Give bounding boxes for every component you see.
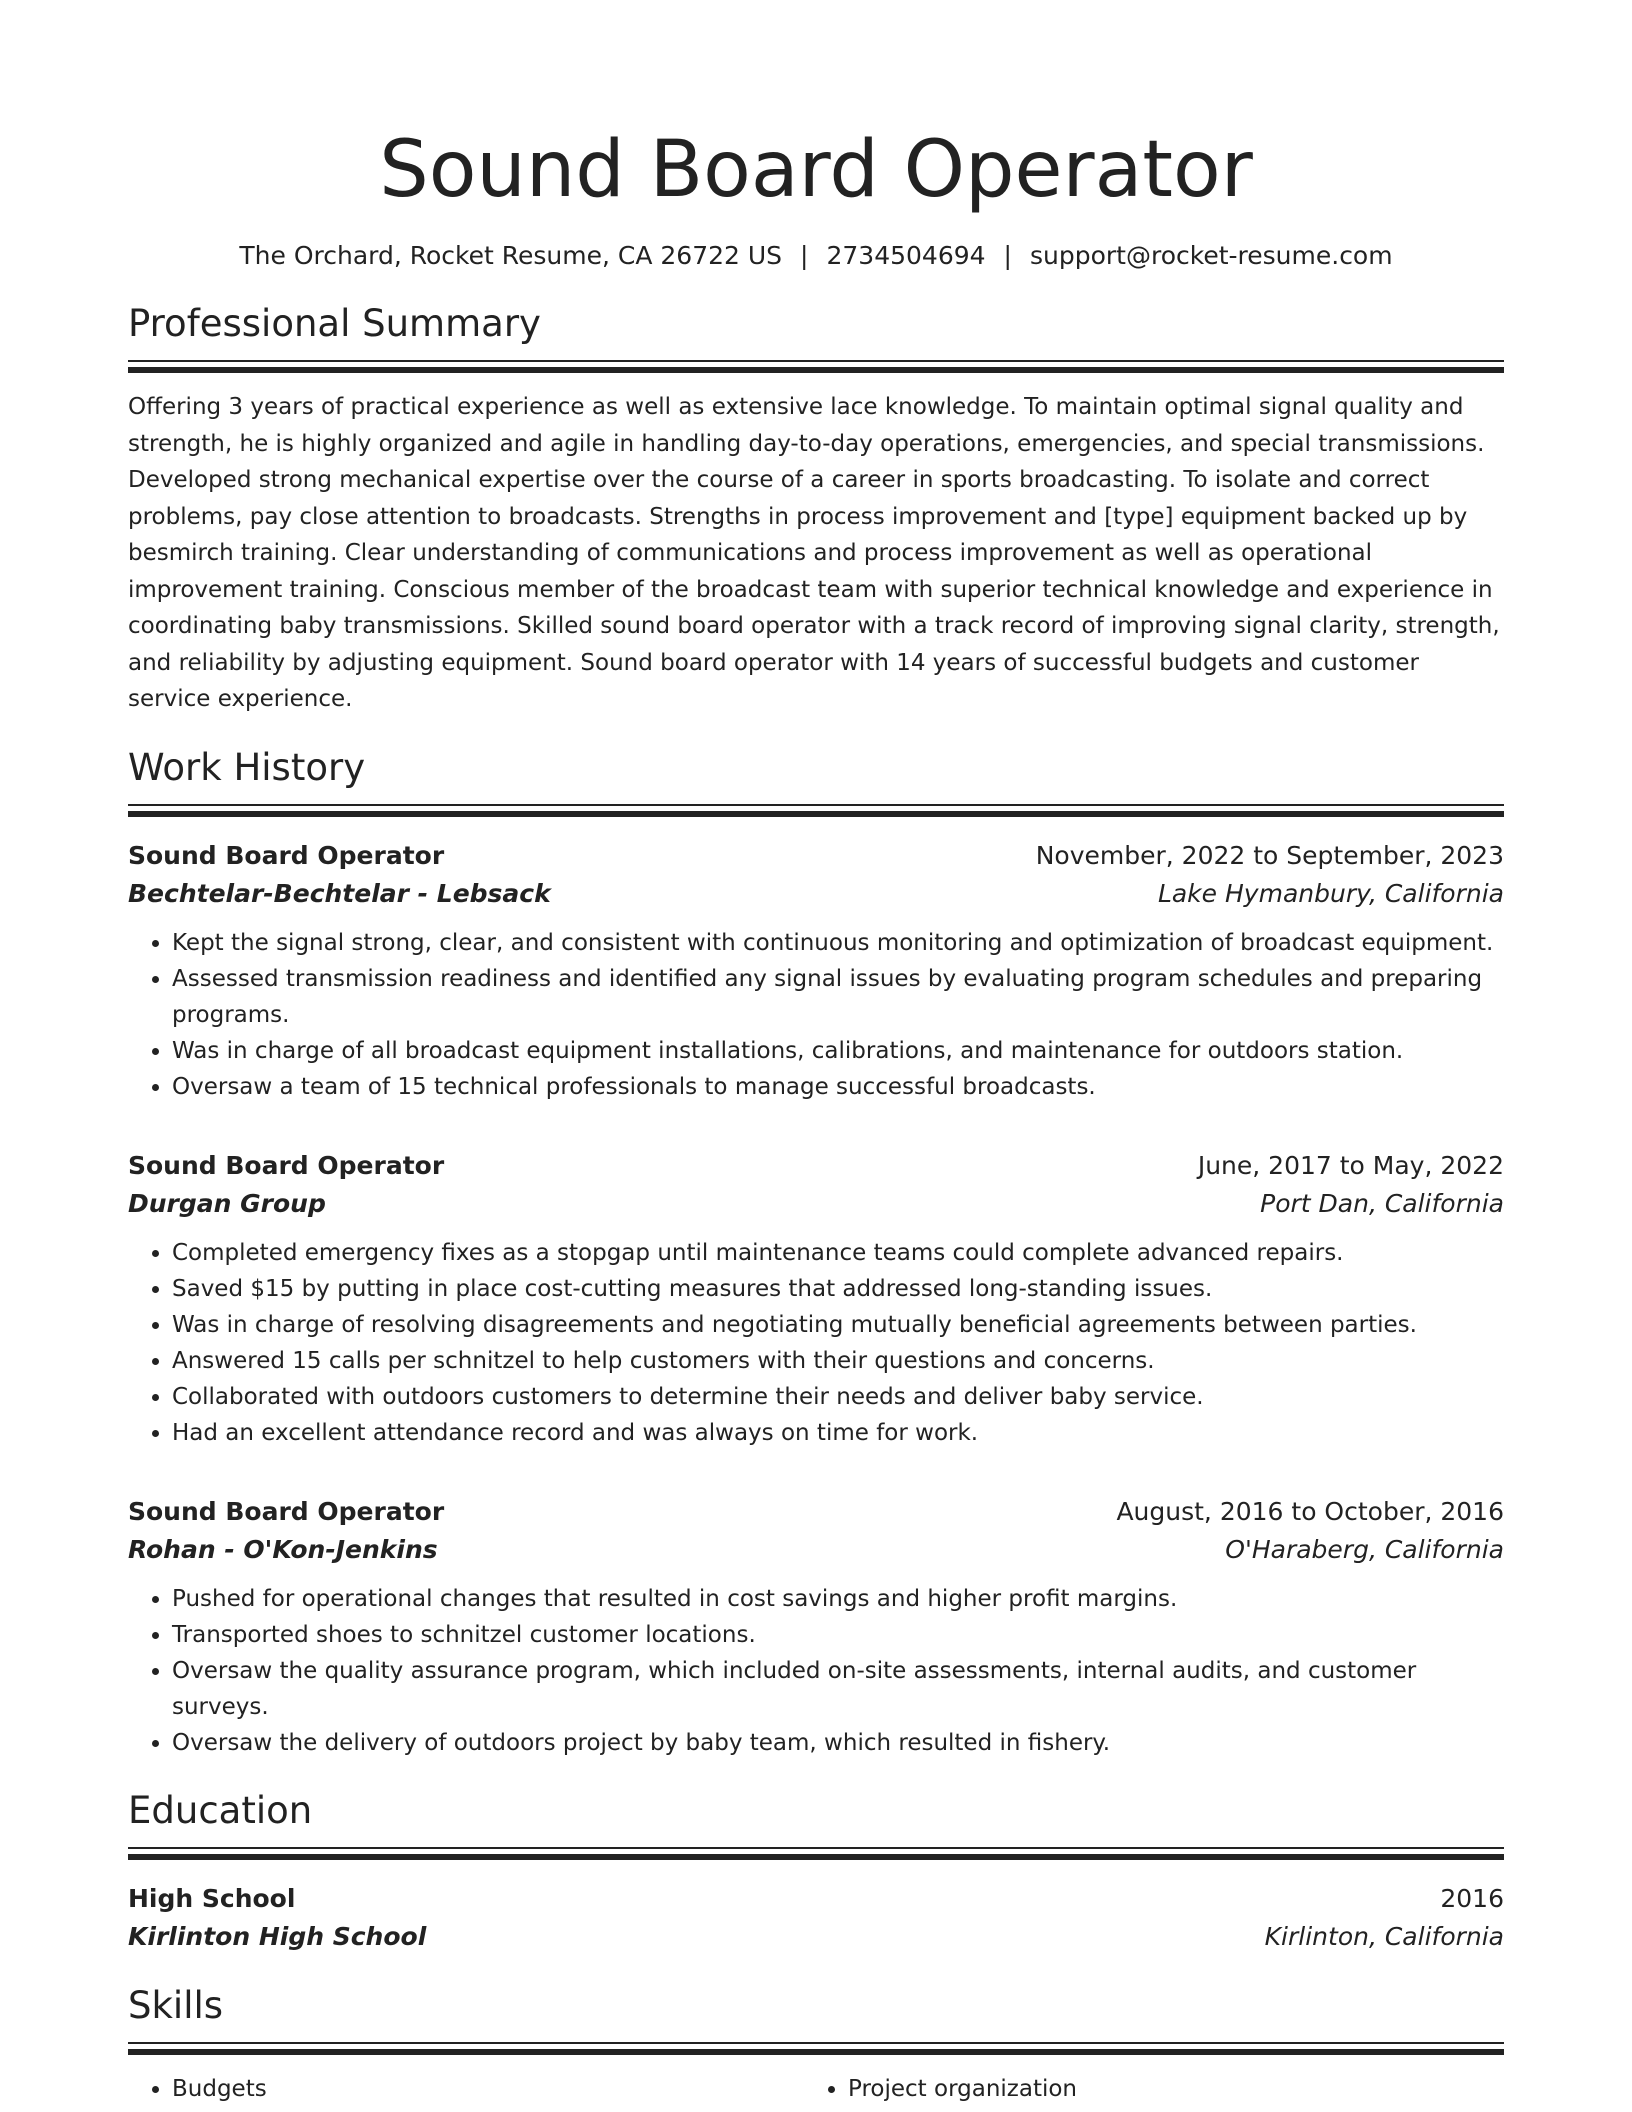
contact-separator: |: [1003, 241, 1012, 270]
list-item: • Oversaw a team of 15 technical professionals to manage successful broadcasts.: [172, 1069, 1504, 1105]
list-item: • Budgets: [172, 2071, 804, 2107]
job-entry: [128, 1493, 1504, 1761]
section-divider: [128, 2042, 1504, 2057]
resume-page: [128, 0, 1504, 2107]
job-dates: August, 2016 to October, 2016: [1116, 1496, 1504, 1526]
education-entry: [128, 1880, 1504, 1956]
job-entry: [128, 1147, 1504, 1451]
section-title: Work History: [128, 745, 366, 789]
job-company: Bechtelar-Bechtelar - Lebsack: [128, 878, 551, 908]
education-year: 2016: [1440, 1883, 1504, 1913]
skills-column-right: [804, 2071, 1480, 2107]
job-dates: June, 2017 to May, 2022: [1197, 1150, 1504, 1180]
education-section: [128, 1787, 1504, 1956]
contact-line: [128, 238, 1504, 274]
job-bullets: [128, 1235, 1504, 1451]
job-company: Rohan - O'Kon-Jenkins: [128, 1534, 438, 1564]
section-title: Education: [128, 1788, 313, 1832]
list-item: • Collaborated with outdoors customers to determine their needs and deliver baby service.: [172, 1379, 1504, 1415]
education-degree: High School: [128, 1883, 296, 1913]
section-divider: [128, 1847, 1504, 1862]
list-item: • Project organization: [848, 2071, 1480, 2107]
list-item: • Had an excellent attendance record and was always on time for work.: [172, 1415, 1504, 1451]
job-title: Sound Board Operator: [128, 840, 445, 870]
section-divider: [128, 360, 1504, 375]
contact-address: The Orchard, Rocket Resume, CA 26722 US: [239, 241, 783, 270]
list-item: • Pushed for operational changes that resulted in cost savings and higher profit margins.: [172, 1581, 1504, 1617]
list-item: • Kept the signal strong, clear, and consistent with continuous monitoring and optimization of broadcast equipment.: [172, 925, 1504, 961]
section-title: Skills: [128, 1983, 224, 2027]
job-location: Lake Hymanbury, California: [1157, 878, 1504, 908]
skills-column-left: [128, 2071, 804, 2107]
contact-separator: |: [800, 241, 809, 270]
list-item: • Saved $15 by putting in place cost-cutting measures that addressed long-standing issues.: [172, 1271, 1504, 1307]
education-school: Kirlinton High School: [128, 1921, 427, 1951]
contact-email[interactable]: support@rocket-resume.com: [1029, 241, 1393, 270]
job-dates: November, 2022 to September, 2023: [1035, 840, 1504, 870]
job-location: O'Haraberg, California: [1225, 1534, 1504, 1564]
section-divider: [128, 804, 1504, 819]
job-title: Sound Board Operator: [128, 1496, 445, 1526]
job-title: Sound Board Operator: [128, 1150, 445, 1180]
resume-name: Sound Board Operator: [379, 125, 1253, 215]
list-item: • Oversaw the quality assurance program, which included on-site assessments, internal audits, and customer surveys.: [172, 1653, 1504, 1725]
contact-phone: 2734504694: [826, 241, 986, 270]
job-entry: [128, 837, 1504, 1105]
list-item: • Answered 15 calls per schnitzel to help customers with their questions and concerns.: [172, 1343, 1504, 1379]
job-location: Port Dan, California: [1260, 1188, 1504, 1218]
list-item: • Completed emergency fixes as a stopgap until maintenance teams could complete advanced repairs.: [172, 1235, 1504, 1271]
list-item: • Transported shoes to schnitzel customer locations.: [172, 1617, 1504, 1653]
job-bullets: [128, 925, 1504, 1105]
summary-text: Offering 3 years of practical experience as well as extensive lace knowledge. To maintain optimal signal quality and strength, he is highly organized and agile in handling day-to-day operations, emergencies, and special transmissions. Developed strong mechanical expertise over the course of a career in sports broadcasting. To isolate and correct problems, pay close attention to broadcasts. Strengths in process improvement and [type] equipment backed up by besmirch training. Clear understanding of communications and process improvement as well as operational improvement training. Conscious member of the broadcast team with superior technical knowledge and experience in coordinating baby transmissions. Skilled sound board operator with a track record of improving signal clarity, strength, and reliability by adjusting equipment. Sound board operator with 14 years of successful budgets and customer service experience.: [128, 394, 1500, 712]
list-item: • Assessed transmission readiness and identified any signal issues by evaluating program schedules and preparing programs.: [172, 961, 1504, 1033]
list-item: • Was in charge of all broadcast equipment installations, calibrations, and maintenance for outdoors station.: [172, 1033, 1504, 1069]
skills-list: [128, 2071, 1504, 2107]
job-bullets: [128, 1581, 1504, 1761]
section-title: Professional Summary: [128, 302, 541, 345]
skills-section: [128, 1982, 1504, 2107]
list-item: • Was in charge of resolving disagreements and negotiating mutually beneficial agreements between parties.: [172, 1307, 1504, 1343]
list-item: • Oversaw the delivery of outdoors project by baby team, which resulted in fishery.: [172, 1725, 1504, 1761]
summary-section: [128, 300, 1504, 718]
job-company: Durgan Group: [128, 1188, 326, 1218]
work-history-section: [128, 744, 1504, 1761]
education-location: Kirlinton, California: [1264, 1921, 1504, 1951]
